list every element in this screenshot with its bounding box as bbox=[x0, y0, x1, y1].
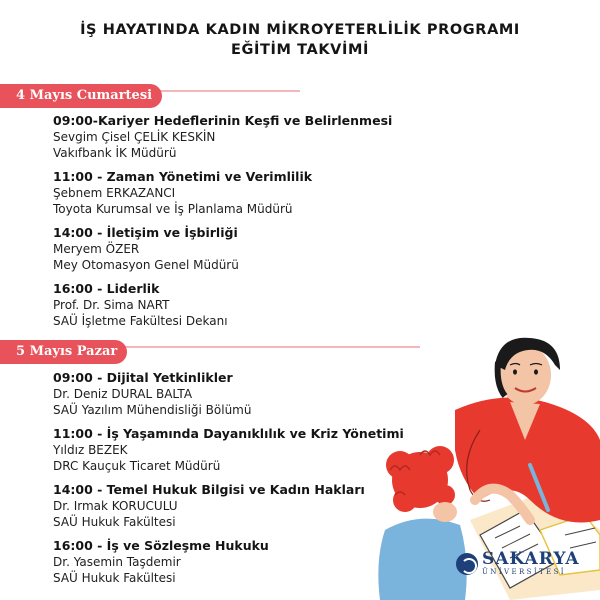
session-affiliation: SAÜ Yazılım Mühendisliği Bölümü bbox=[53, 403, 252, 417]
session-title: 11:00 - Zaman Yönetimi ve Verimlilik bbox=[53, 169, 313, 184]
woman-standing-figure bbox=[455, 338, 600, 523]
session-item bbox=[53, 537, 404, 586]
day-label-2: 5 Mayıs Pazar bbox=[0, 340, 127, 364]
session-affiliation: DRC Kauçuk Ticaret Müdürü bbox=[53, 459, 221, 473]
session-speaker: Yıldız BEZEK bbox=[53, 443, 128, 457]
session-title: 09:00-Kariyer Hedeflerinin Keşfi ve Belirlenmesi bbox=[53, 113, 393, 128]
session-speaker: Dr. Yasemin Taşdemir bbox=[53, 555, 181, 569]
session-item bbox=[53, 481, 404, 530]
session-item bbox=[53, 224, 392, 273]
day-label-1: 4 Mayıs Cumartesi bbox=[0, 84, 162, 108]
logo-name: SAKARYA bbox=[482, 549, 580, 569]
sakarya-university-emblem-icon bbox=[456, 553, 478, 575]
session-affiliation: SAÜ Hukuk Fakültesi bbox=[53, 571, 176, 585]
session-speaker: Meryem ÖZER bbox=[53, 242, 140, 256]
session-title: 14:00 - İletişim ve İşbirliği bbox=[53, 225, 238, 240]
session-title: 09:00 - Dijital Yetkinlikler bbox=[53, 370, 233, 385]
session-speaker: Şebnem ERKAZANCI bbox=[53, 186, 176, 200]
session-affiliation: SAÜ Hukuk Fakültesi bbox=[53, 515, 176, 529]
logo-subtitle: ÜNİVERSİTESİ bbox=[482, 568, 566, 576]
session-title: 14:00 - Temel Hukuk Bilgisi ve Kadın Hakları bbox=[53, 482, 365, 497]
session-item bbox=[53, 168, 392, 217]
title-line-2: EĞİTİM TAKVİMİ bbox=[230, 42, 370, 58]
session-item bbox=[53, 280, 392, 329]
title-line-1: İŞ HAYATINDA KADIN MİKROYETERLİLİK PROGRAMI bbox=[80, 22, 520, 38]
session-title: 16:00 - Liderlik bbox=[53, 281, 160, 296]
session-item bbox=[53, 112, 392, 161]
session-affiliation: Mey Otomasyon Genel Müdürü bbox=[53, 258, 239, 272]
session-affiliation: Vakıfbank İK Müdürü bbox=[53, 146, 177, 160]
session-affiliation: Toyota Kurumsal ve İş Planlama Müdürü bbox=[53, 202, 293, 216]
day-2-schedule bbox=[53, 369, 404, 593]
session-speaker: Dr. Irmak KORUCULU bbox=[53, 499, 178, 513]
session-affiliation: SAÜ İşletme Fakültesi Dekanı bbox=[53, 314, 228, 328]
page-title bbox=[0, 20, 600, 60]
session-speaker: Dr. Deniz DURAL BALTA bbox=[53, 387, 193, 401]
sakarya-university-logo bbox=[456, 550, 580, 577]
session-item bbox=[53, 425, 404, 474]
woman-seated-figure bbox=[378, 446, 466, 600]
session-speaker: Prof. Dr. Sima NART bbox=[53, 298, 170, 312]
session-item bbox=[53, 369, 404, 418]
session-title: 11:00 - İş Yaşamında Dayanıklılık ve Kriz Yönetimi bbox=[53, 426, 404, 441]
session-title: 16:00 - İş ve Sözleşme Hukuku bbox=[53, 538, 269, 553]
day-1-schedule bbox=[53, 112, 392, 336]
session-speaker: Sevgim Çisel ÇELİK KESKİN bbox=[53, 130, 216, 144]
